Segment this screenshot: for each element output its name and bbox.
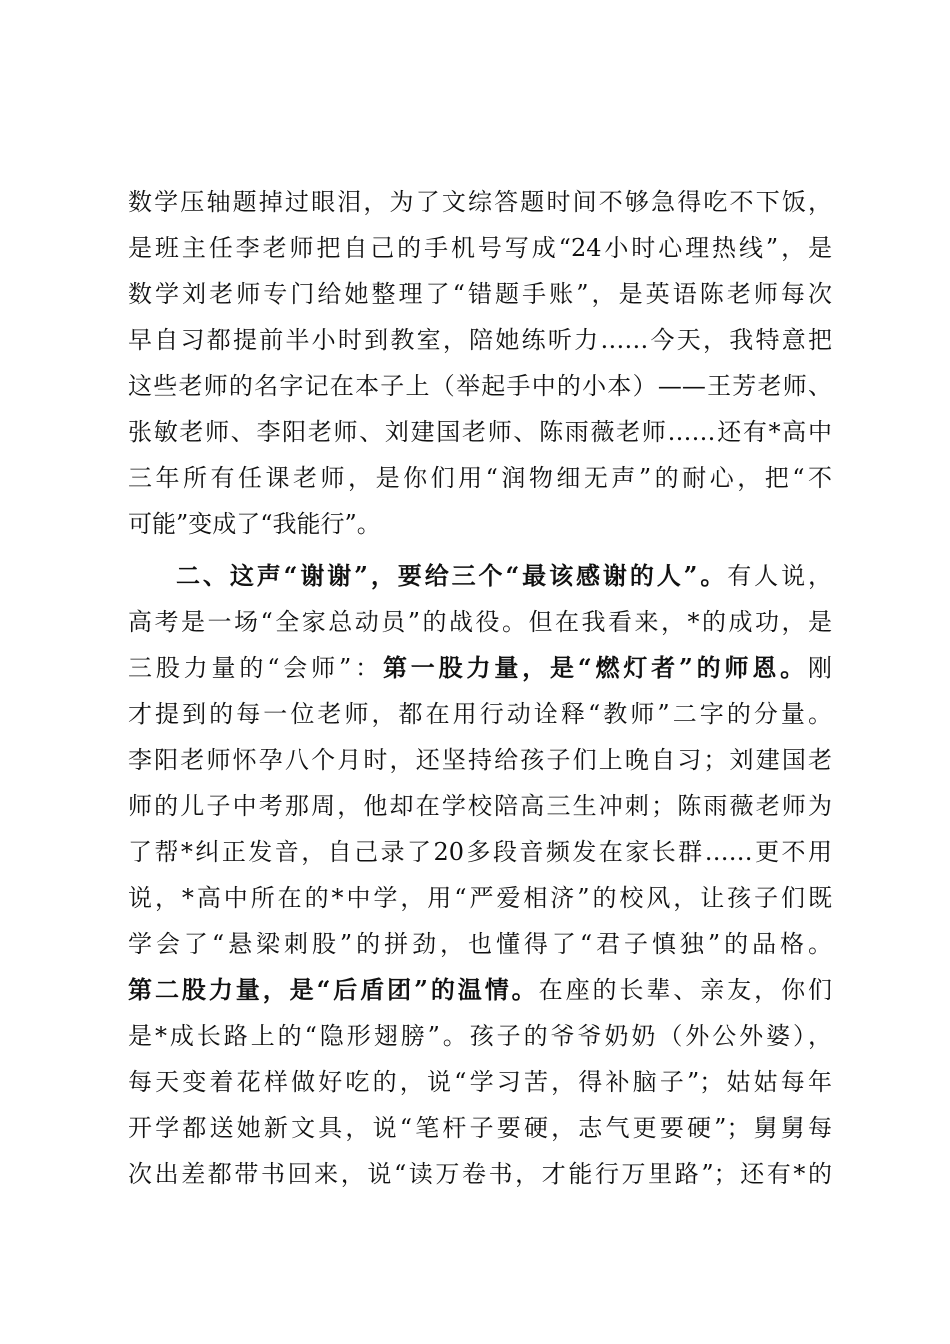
paragraph-line <box>128 968 832 1012</box>
paragraph-line: 早自习都提前半小时到教室，陪她练听力……今天，我特意把 <box>128 326 832 354</box>
bold-phrase: 第一股力量，是“燃灯者”的师恩。 <box>382 653 809 682</box>
paragraph-line: 师的儿子中考那周，他却在学校陪高三生冲刺；陈雨薇老师为 <box>128 792 832 820</box>
paragraph-line: 数学刘老师专门给她整理了“错题手账”，是英语陈老师每次 <box>128 280 832 308</box>
paragraph-line: 开学都送她新文具，说“笔杆子要硬，志气更要硬”；舅舅每 <box>128 1114 832 1142</box>
paragraph-line: 次出差都带书回来，说“读万卷书，才能行万里路”；还有*的 <box>128 1160 832 1188</box>
paragraph-text: 刚 <box>808 654 832 682</box>
paragraph-text: 在座的长辈、亲友，你们 <box>538 976 832 1004</box>
bold-phrase: 第二股力量，是“后盾团”的温情。 <box>128 975 539 1004</box>
paragraph-line: 数学压轴题掉过眼泪，为了文综答题时间不够急得吃不下饭， <box>128 188 832 216</box>
paragraph-line: 是班主任李老师把自己的手机号写成“24小时心理热线”，是 <box>128 234 832 262</box>
paragraph-text: 三股力量的“会师”： <box>128 654 383 682</box>
paragraph-line: 了帮*纠正发音，自己录了20多段音频发在家长群……更不用 <box>128 838 832 866</box>
section-heading: 二、这声“谢谢”，要给三个“最该感谢的人”。 <box>176 561 728 590</box>
paragraph-line: 李阳老师怀孕八个月时，还坚持给孩子们上晚自习；刘建国老 <box>128 746 832 774</box>
paragraph-line: 高考是一场“全家总动员”的战役。但在我看来，*的成功，是 <box>128 608 832 636</box>
paragraph-line: 可能”变成了“我能行”。 <box>128 510 381 538</box>
paragraph-line: 是*成长路上的“隐形翅膀”。孩子的爷爷奶奶（外公外婆）， <box>128 1022 832 1050</box>
paragraph-line <box>176 554 832 598</box>
paragraph-line: 张敏老师、李阳老师、刘建国老师、陈雨薇老师……还有*高中 <box>128 418 832 446</box>
paragraph-line <box>128 646 832 690</box>
paragraph-line: 说，*高中所在的*中学，用“严爱相济”的校风，让孩子们既 <box>128 884 832 912</box>
paragraph-line: 三年所有任课老师，是你们用“润物细无声”的耐心，把“不 <box>128 464 832 492</box>
paragraph-line: 学会了“悬梁刺股”的拼劲，也懂得了“君子慎独”的品格。 <box>128 930 832 958</box>
paragraph-line: 这些老师的名字记在本子上（举起手中的小本）——王芳老师、 <box>128 372 832 400</box>
paragraph-line: 每天变着花样做好吃的，说“学习苦，得补脑子”；姑姑每年 <box>128 1068 832 1096</box>
paragraph-line: 才提到的每一位老师，都在用行动诠释“教师”二字的分量。 <box>128 700 832 728</box>
paragraph-text: 有人说， <box>727 562 832 590</box>
